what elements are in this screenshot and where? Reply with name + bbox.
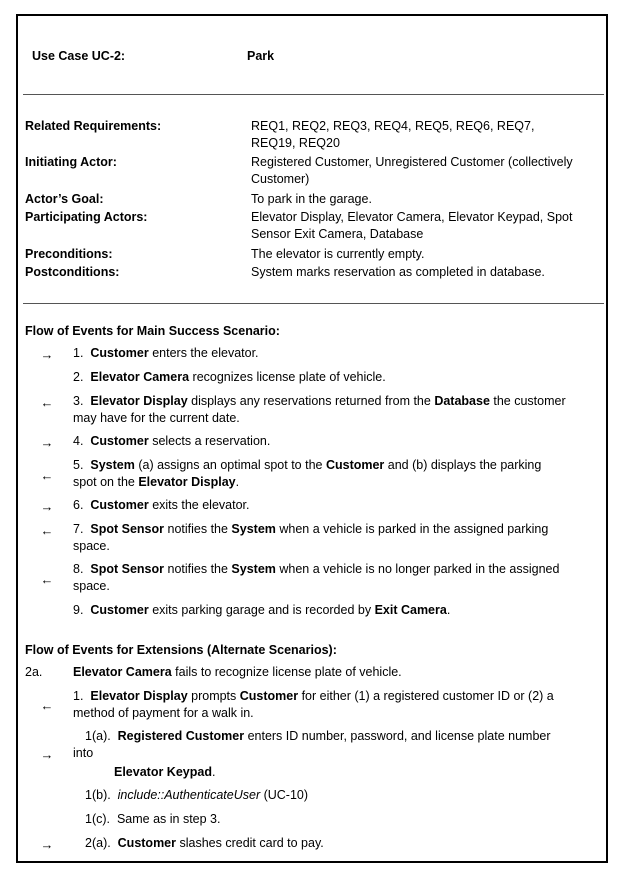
main-step-5-cont: spot on the Elevator Display.: [73, 475, 240, 489]
main-step-8-cont: space.: [73, 579, 110, 593]
use-case-name: Park: [247, 49, 275, 63]
main-step-3-cont: may have for the current date.: [73, 411, 240, 425]
ext-step-1a-cont: into: [73, 746, 94, 760]
related-requirements-value-cont: REQ19, REQ20: [251, 136, 340, 150]
arrow-left-icon: ←: [40, 698, 54, 713]
ext-flow-title: Flow of Events for Extensions (Alternate Scenarios):: [25, 643, 337, 657]
ext-step-1a-cont2: Elevator Keypad.: [114, 765, 216, 779]
main-flow-title: Flow of Events for Main Success Scenario:: [25, 324, 280, 338]
main-step-5: 5. System (a) assigns an optimal spot to the Customer and (b) displays the parking: [73, 458, 542, 472]
ext-step-1c: 1(c). Same as in step 3.: [85, 812, 221, 826]
ext-step-1-cont: method of payment for a walk in.: [73, 706, 254, 720]
arrow-right-icon: →: [40, 435, 54, 450]
initiating-actor-label: Initiating Actor:: [25, 155, 117, 169]
arrow-right-icon: →: [40, 499, 54, 514]
divider-middle: [23, 303, 604, 304]
ext-step-2: 2(a). Customer slashes credit card to pay.: [85, 836, 324, 850]
main-step-4: 4. Customer selects a reservation.: [73, 434, 271, 448]
arrow-left-icon: ←: [40, 572, 54, 587]
preconditions-value: The elevator is currently empty.: [251, 247, 425, 261]
use-case-id-label: Use Case UC-2:: [32, 49, 126, 63]
divider-top: [23, 94, 604, 95]
actors-goal-label: Actor’s Goal:: [25, 192, 104, 206]
participating-actors-value: Elevator Display, Elevator Camera, Elevator Keypad, Spot: [251, 210, 573, 224]
ext-step-2a: Elevator Camera fails to recognize license plate of vehicle.: [73, 665, 402, 679]
participating-actors-value-cont: Sensor Exit Camera, Database: [251, 227, 424, 241]
main-step-6: 6. Customer exits the elevator.: [73, 498, 250, 512]
postconditions-value: System marks reservation as completed in database.: [251, 265, 545, 279]
arrow-right-icon: →: [40, 837, 54, 852]
main-step-7-cont: space.: [73, 539, 110, 553]
main-step-9: 9. Customer exits parking garage and is recorded by Exit Camera.: [73, 603, 451, 617]
arrow-left-icon: ←: [40, 468, 54, 483]
main-step-2: 2. Elevator Camera recognizes license plate of vehicle.: [73, 370, 386, 384]
arrow-left-icon: ←: [40, 523, 54, 538]
actors-goal-value: To park in the garage.: [251, 192, 372, 206]
postconditions-label: Postconditions:: [25, 265, 120, 279]
arrow-left-icon: ←: [40, 395, 54, 410]
main-step-8: 8. Spot Sensor notifies the System when a vehicle is no longer parked in the assigned: [73, 562, 560, 576]
ext-step-2a-num: 2a.: [25, 665, 43, 679]
main-step-7: 7. Spot Sensor notifies the System when a vehicle is parked in the assigned parking: [73, 522, 549, 536]
related-requirements-value: REQ1, REQ2, REQ3, REQ4, REQ5, REQ6, REQ7,: [251, 119, 535, 133]
ext-step-1: 1. Elevator Display prompts Customer for either (1) a registered customer ID or (2) a: [73, 689, 554, 703]
participating-actors-label: Participating Actors:: [25, 210, 148, 224]
main-step-1: 1. Customer enters the elevator.: [73, 346, 259, 360]
arrow-right-icon: →: [40, 747, 54, 762]
ext-step-1b: 1(b). include::AuthenticateUser (UC-10): [85, 788, 309, 802]
arrow-right-icon: →: [40, 347, 54, 362]
initiating-actor-value: Registered Customer, Unregistered Customer (collectively: [251, 155, 573, 169]
main-step-3: 3. Elevator Display displays any reservations returned from the Database the customer: [73, 394, 566, 408]
preconditions-label: Preconditions:: [25, 247, 113, 261]
ext-step-1a: 1(a). Registered Customer enters ID number, password, and license plate number: [85, 729, 551, 743]
related-requirements-label: Related Requirements:: [25, 119, 162, 133]
initiating-actor-value-cont: Customer): [251, 172, 310, 186]
